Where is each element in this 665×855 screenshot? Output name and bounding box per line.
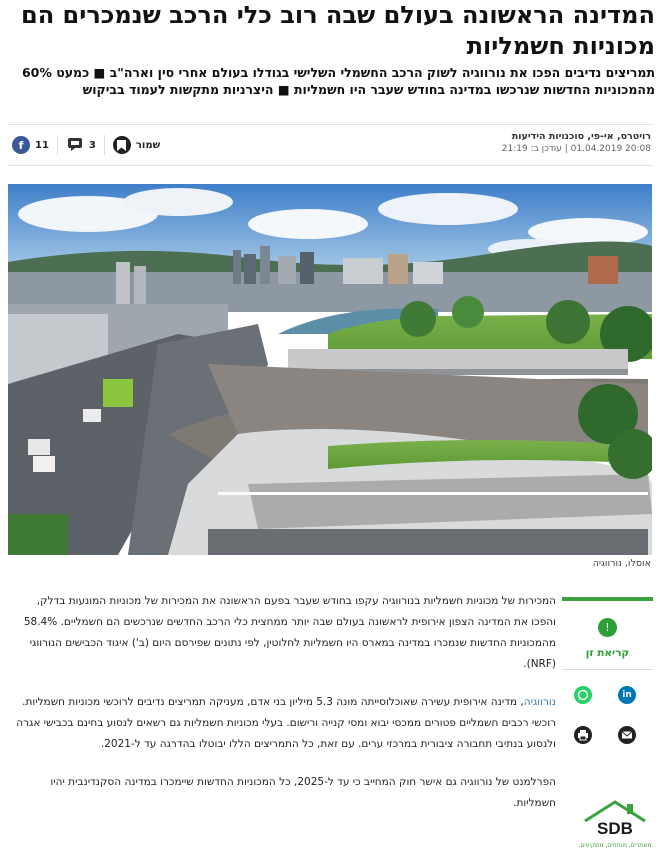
listen-button[interactable] <box>562 601 653 659</box>
published-date: 20:08 01.04.2019 <box>570 144 651 154</box>
paragraph: הפרלמנט של נורווגיה גם אישר חוק המחייב כי עד ל-2025, כל המכוניות החדשות שיימכרו במדינה הסקנדינבית יהיו חשמליות. <box>50 776 556 809</box>
norway-tag-link[interactable]: נורווגיה <box>523 696 556 708</box>
meta-bar <box>8 124 653 166</box>
paragraph-text: , מדינה אירופית עשירה שאוכלוסייתה מונה 5.3 מיליון בני אדם, מעניקה תמריצים נדיבים לרוכשי מכוניות חשמליות. רוכשי רכבים חשמליים פטורים ממכסי יבוא ומסי קנייה ורישום. בעלי מכוניות חשמליות גם רשאים לנסוע בחינם בכבישי אגרה ולנסוע בנתיבי תחבורה ציבורית במרכזי ערים. עם זאת, כל התמריצים הללו יבוטלו בהדרגה עד ל-2021. <box>16 696 556 750</box>
house-icon <box>575 796 655 851</box>
print-icon[interactable] <box>574 726 592 744</box>
article-subtitle: תמריצים נדיבים הפכו את נורווגיה לשוק הרכב החשמלי השלישי בגודלו בעולם אחרי סין וארה"ב ■ כמעט 60% מהמכוניות החדשות שנרכשו במדינה בחודש שעבר היו חשמליות ■ היצרניות מתקשות לעמוד בביקוש <box>21 65 655 97</box>
whatsapp-icon[interactable] <box>574 686 592 704</box>
facebook-icon: f <box>12 136 30 154</box>
oslo-city-photo <box>8 184 652 555</box>
article-photo <box>8 184 652 555</box>
comments-count: 3 <box>88 139 96 151</box>
sdb-ad-logo[interactable] <box>575 796 655 851</box>
email-icon[interactable] <box>618 726 636 744</box>
sdb-brand: SDB <box>597 819 633 838</box>
bookmark-icon <box>113 136 131 154</box>
info-icon: ! <box>598 618 617 637</box>
share-buttons <box>562 670 653 770</box>
paragraph: המכירות של מכוניות חשמליות בנורווגיה עקפו בחודש שעבר בפעם הראשונה את המכירות של מכוניות המונעות בדלק, והפכו את המדינה הצפון אירופית לראשונה בעולם שבה יותר ממחצית כלי הרכב החדשים שנרכשים הם חשמליים. 58.4% מהמכוניות החדשות שנמכרו במדינה במארס היו חשמליות לחלוטין, לפי נתונים שפירסם היום (ב') איגוד הכבישים הנורווגי (NRF). <box>23 595 556 670</box>
date-separator: | <box>561 144 568 154</box>
updated-date: עודכן ב: 21:19 <box>501 144 562 154</box>
comment-icon <box>66 135 84 156</box>
paragraph <box>12 692 556 755</box>
save-button[interactable] <box>113 136 160 154</box>
date-line <box>502 144 651 154</box>
facebook-share-button[interactable] <box>12 136 49 154</box>
share-sidebar <box>562 597 653 770</box>
article-body <box>12 591 556 831</box>
sdb-tagline: מאתרים, מנתחים, משקיעים. <box>578 842 652 849</box>
byline <box>502 131 651 154</box>
facebook-count: 11 <box>35 139 49 151</box>
save-label: שמור <box>135 139 161 151</box>
article-actions <box>12 134 160 156</box>
divider <box>57 135 58 155</box>
listen-label: קריאת זן <box>585 647 630 659</box>
author-list[interactable]: רויטרס, אי-פי, סוכנויות הידיעות <box>511 131 651 142</box>
linkedin-icon[interactable]: in <box>618 686 636 704</box>
comments-button[interactable] <box>66 135 96 156</box>
photo-caption: אוסלו, נורווגיה <box>592 558 651 569</box>
article-headline: המדינה הראשונה בעולם שבה רוב כלי הרכב שנמכרים הם מכוניות חשמליות <box>21 1 655 60</box>
divider <box>104 135 105 155</box>
